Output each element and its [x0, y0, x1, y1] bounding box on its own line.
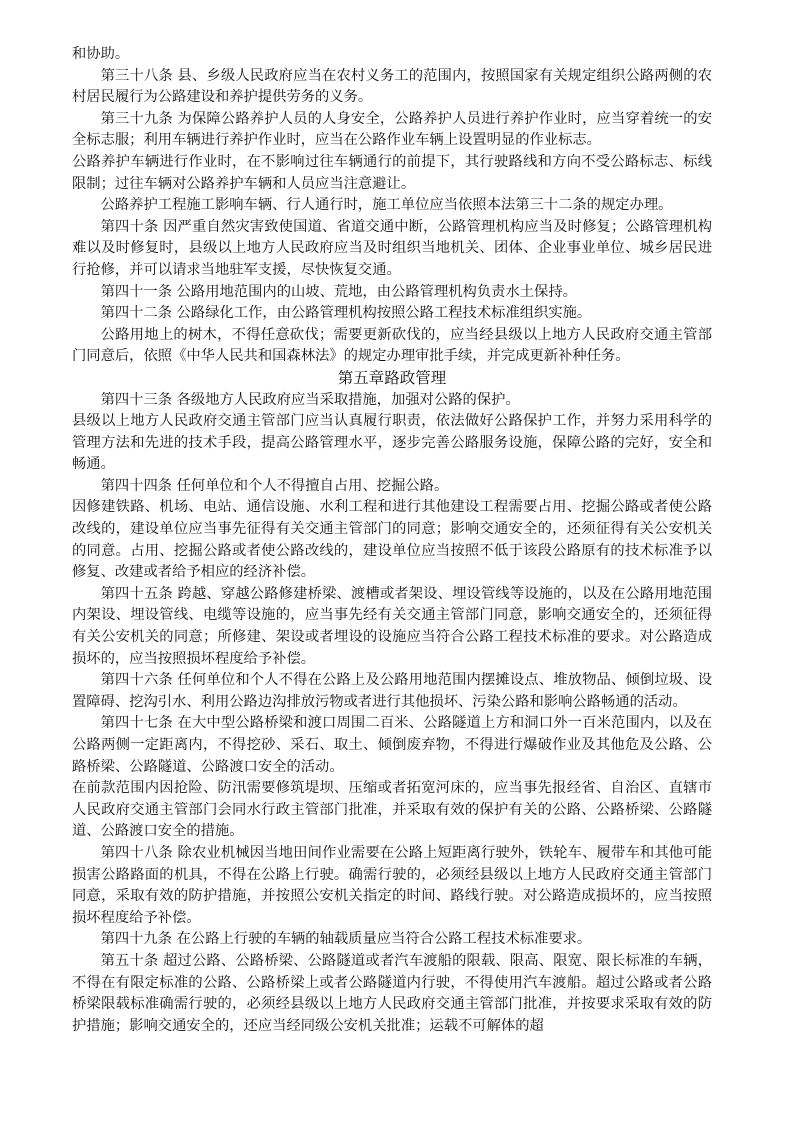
article-48: 第四十八条 除农业机械因当地田间作业需要在公路上短距离行驶外，铁轮车、履带车和其他可能损害公路路面的机具，不得在公路上行驶。确需行驶的，必须经县级以上地方人民政府交通主管部门同意，采取有效的防护措施，并按照公安机关指定的时间、路线行驶。对公路造成损坏的，应当按照损坏程度给予补偿。	[72, 844, 712, 926]
article-39-para-3: 公路养护工程施工影响车辆、行人通行时，施工单位应当依照本法第三十二条的规定办理。	[100, 197, 673, 214]
article-43: 第四十三条 各级地方人民政府应当采取措施，加强对公路的保护。	[100, 391, 520, 408]
article-39: 第三十九条 为保障公路养护人员的人身安全，公路养护人员进行养护作业时，应当穿着统一的安全标志服；利用车辆进行养护作业时，应当在公路作业车辆上设置明显的作业标志。	[72, 110, 712, 149]
article-49: 第四十九条 在公路上行驶的车辆的轴载质量应当符合公路工程技术标准要求。	[100, 931, 592, 948]
document-page	[72, 44, 712, 1037]
article-42-para-2: 公路用地上的树木，不得任意砍伐；需要更新砍伐的，应当经县级以上地方人民政府交通主管部门同意后，依照《中华人民共和国森林法》的规定办理审批手续，并完成更新补种任务。	[72, 326, 712, 365]
article-47-para-2: 在前款范围内因抢险、防汛需要修筑堤坝、压缩或者拓宽河床的，应当事先报经省、自治区、直辖市人民政府交通主管部门会同水行政主管部门批准，并采取有效的保护有关的公路、公路桥梁、公路隧道、公路渡口安全的措施。	[72, 780, 712, 840]
article-46: 第四十六条 任何单位和个人不得在公路上及公路用地范围内摆摊设点、堆放物品、倾倒垃圾、设置障碍、挖沟引水、利用公路边沟排放污物或者进行其他损坏、污染公路和影响公路畅通的活动。	[72, 672, 712, 710]
article-39-para-2: 公路养护车辆进行作业时，在不影响过往车辆通行的前提下，其行驶路线和方向不受公路标志、标线限制；过往车辆对公路养护车辆和人员应当注意避让。	[72, 153, 712, 192]
article-44: 第四十四条 任何单位和个人不得擅自占用、挖掘公路。	[100, 477, 449, 494]
chapter-heading: 第五章路政管理	[337, 368, 447, 387]
article-44-para-2: 因修建铁路、机场、电站、通信设施、水利工程和进行其他建设工程需要占用、挖掘公路或者使公路改线的，建设单位应当事先征得有关交通主管部门的同意；影响交通安全的，还须征得有关公安机关的同意。占用、挖掘公路或者使公路改线的，建设单位应当按照不低于该段公路原有的技术标准予以修复、改建或者给予相应的经济补偿。	[72, 499, 712, 581]
article-47: 第四十七条 在大中型公路桥梁和渡口周围二百米、公路隧道上方和洞口外一百米范围内，以及在公路两侧一定距离内，不得挖砂、采石、取土、倾倒废弃物，不得进行爆破作业及其他危及公路、公路桥梁、公路隧道、公路渡口安全的活动。	[72, 715, 712, 775]
article-42: 第四十二条 公路绿化工作，由公路管理机构按照公路工程技术标准组织实施。	[100, 305, 592, 322]
article-40: 第四十条 因严重自然灾害致使国道、省道交通中断，公路管理机构应当及时修复；公路管理机构难以及时修复时，县级以上地方人民政府应当及时组织当地机关、团体、企业事业单位、城乡居民进行抢修，并可以请求当地驻军支援，尽快恢复交通。	[72, 218, 712, 278]
article-43-para-2: 县级以上地方人民政府交通主管部门应当认真履行职责，依法做好公路保护工作，并努力采用科学的管理方法和先进的技术手段，提高公路管理水平，逐步完善公路服务设施，保障公路的完好，安全和畅通。	[72, 413, 712, 473]
article-45: 第四十五条 跨越、穿越公路修建桥梁、渡槽或者架设、埋设管线等设施的，以及在公路用地范围内架设、埋设管线、电缆等设施的，应当事先经有关交通主管部门同意，影响交通安全的，还须征得有关公安机关的同意；所修建、架设或者埋设的设施应当符合公路工程技术标准的要求。对公路造成损坏的，应当按照损坏程度给予补偿。	[72, 585, 712, 667]
paragraph-continuation: 和协助。	[72, 46, 130, 62]
article-50: 第五十条 超过公路、公路桥梁、公路隧道或者汽车渡船的限载、限高、限宽、限长标准的车辆，不得在有限定标准的公路、公路桥梁上或者公路隧道内行驶，不得使用汽车渡船。超过公路或者公路桥梁限载标准确需行驶的，必须经县级以上地方人民政府交通主管部门批准，并按要求采取有效的防护措施；影响交通安全的，还应当经同级公安机关批准；运载不可解体的超	[72, 952, 712, 1034]
article-41: 第四十一条 公路用地范围内的山坡、荒地，由公路管理机构负责水土保持。	[100, 283, 577, 300]
article-38: 第三十八条 县、乡级人民政府应当在农村义务工的范围内，按照国家有关规定组织公路两侧的农村居民履行为公路建设和养护提供劳务的义务。	[72, 67, 712, 106]
